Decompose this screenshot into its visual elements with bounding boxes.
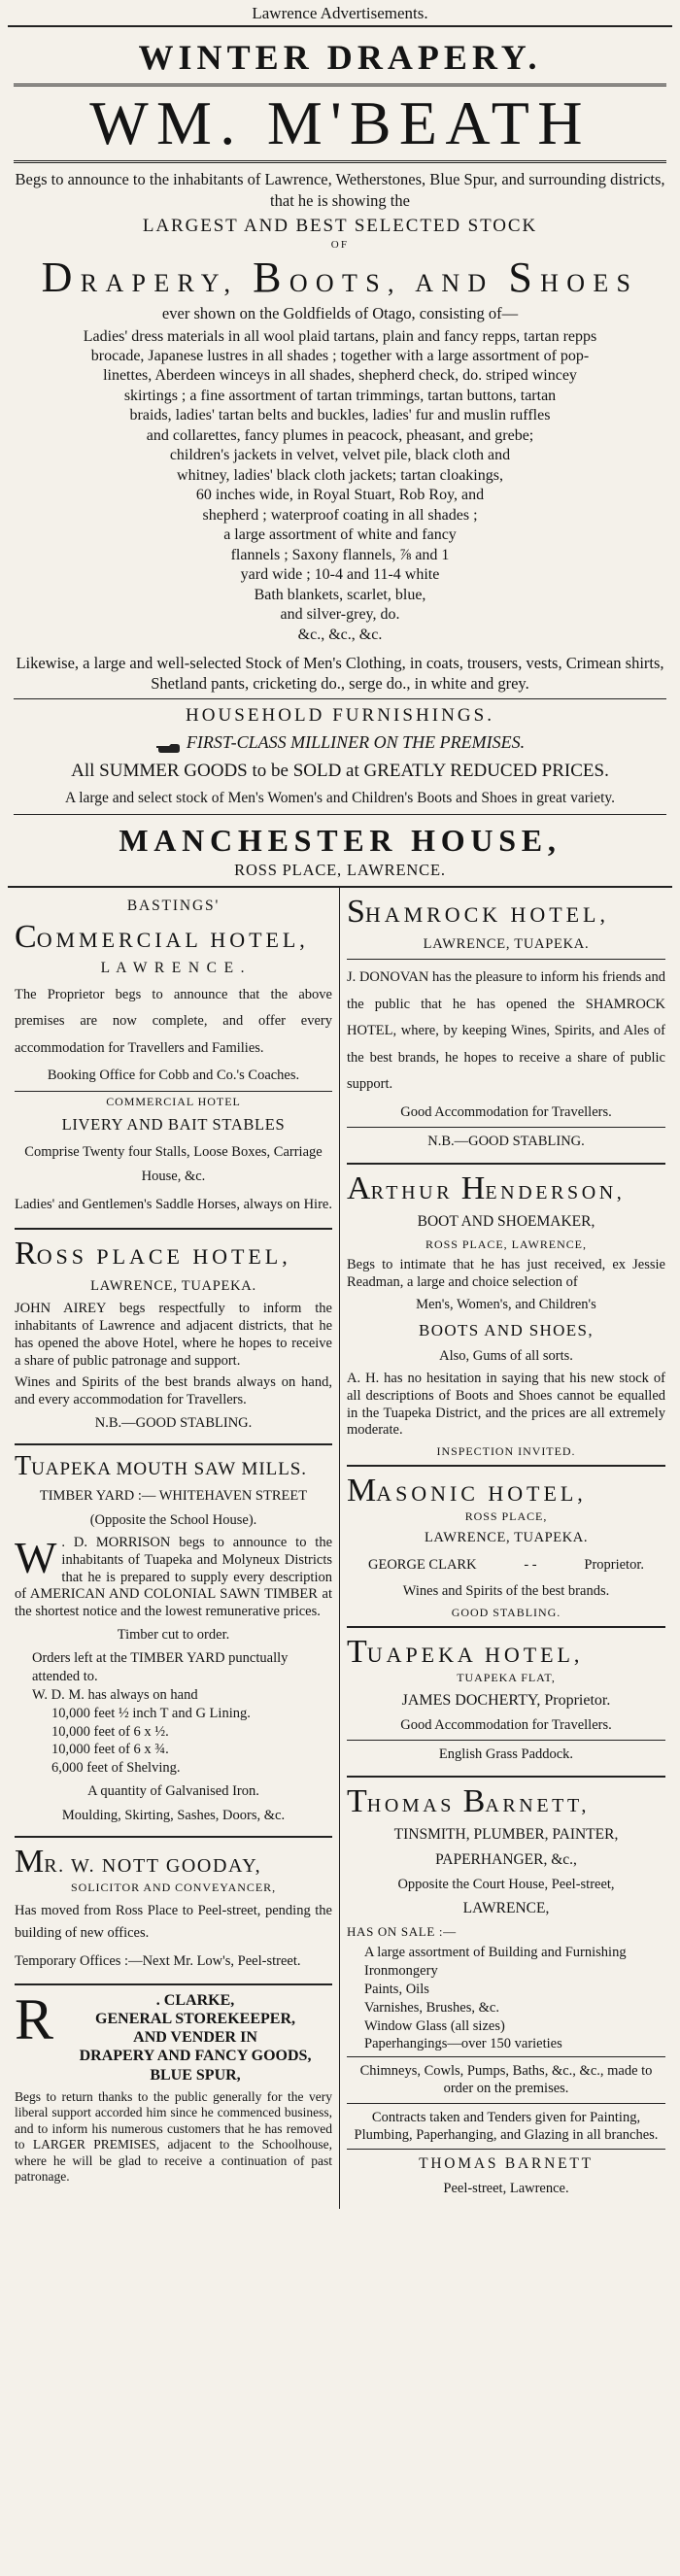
divider bbox=[14, 814, 666, 815]
stock-item: 10,000 feet of 6 x ¾. bbox=[51, 1742, 169, 1758]
clarke-heading-line: DRAPERY AND FANCY GOODS, bbox=[79, 2048, 312, 2065]
clarke-heading-line: AND VENDER IN bbox=[133, 2029, 257, 2047]
sale-item: Window Glass (all sizes) bbox=[364, 2017, 505, 2034]
milliner-line bbox=[14, 732, 666, 753]
divider bbox=[347, 2056, 665, 2057]
gooday-temp-offices: Temporary Offices :—Next Mr. Low's, Peel-street. bbox=[15, 1952, 301, 1969]
of-label: OF bbox=[330, 238, 350, 251]
masonic-place: ROSS PLACE, bbox=[464, 1509, 548, 1524]
goods-line: 60 inches wide, in Royal Stuart, Rob Roy, and bbox=[195, 487, 485, 504]
stock-item: 10,000 feet ½ inch T and G Lining. bbox=[51, 1705, 251, 1721]
right-column bbox=[340, 888, 672, 2210]
commercial-body: The Proprietor begs to announce that the above premises are now complete, and offer every accommodation for Travellers and Families. bbox=[15, 986, 332, 1056]
clarke-heading-line: BLUE SPUR, bbox=[150, 2066, 241, 2084]
goods-line: flannels ; Saxony flannels, ⅞ and 1 bbox=[230, 546, 450, 563]
barnett-opposite: Opposite the Court House, Peel-street, bbox=[397, 1876, 615, 1892]
saddle-horses-line: Ladies' and Gentlemen's Saddle Horses, always on Hire. bbox=[15, 1197, 332, 1213]
drop-letter: C bbox=[15, 918, 37, 955]
heading-rest: OSS PLACE HOTEL, bbox=[36, 1243, 291, 1269]
tuapeka-flat: TUAPEKA FLAT, bbox=[457, 1671, 556, 1685]
ross-place-hotel-heading bbox=[15, 1236, 332, 1272]
divider bbox=[14, 160, 666, 163]
divider bbox=[347, 2149, 665, 2150]
divider bbox=[347, 1127, 665, 1128]
saw-mills-ad bbox=[15, 1445, 332, 1838]
largest-stock-heading: LARGEST AND BEST SELECTED STOCK bbox=[142, 215, 538, 236]
henderson-ad bbox=[347, 1165, 665, 1467]
mcbeath-name: WM. M'BEATH bbox=[89, 88, 591, 157]
clarke-heading-line: . CLARKE, bbox=[155, 1991, 235, 2009]
heading-rest: HAMROCK HOTEL, bbox=[364, 901, 609, 927]
divider bbox=[347, 959, 665, 960]
pointing-hand-icon bbox=[155, 738, 181, 750]
drop-letter-d: D bbox=[41, 253, 81, 301]
bastings-label: BASTINGS' bbox=[126, 897, 221, 914]
drop-letter: T bbox=[347, 1782, 367, 1819]
inspection-invited: INSPECTION INVITED. bbox=[436, 1444, 576, 1459]
goods-line: Ladies' dress materials in all wool plaid tartans, plain and fancy repps, tartan repps bbox=[83, 327, 597, 345]
contracts-line: Contracts taken and Tenders given for Painting, Plumbing, Paperhanging, and Glazing in all branches. bbox=[354, 2109, 659, 2143]
word-rapery: RAPERY, bbox=[80, 268, 239, 297]
heading-rest: UAPEKA HOTEL, bbox=[366, 1643, 584, 1668]
goods-line: Bath blankets, scarlet, blue, bbox=[254, 586, 426, 603]
mcbeath-intro: Begs to announce to the inhabitants of Lawrence, Wetherstones, Blue Spur, and surrounding districts, that he is showing the bbox=[15, 170, 665, 210]
booking-office-line: Booking Office for Cobb and Co.'s Coaches. bbox=[47, 1068, 300, 1084]
shamrock-sub: LAWRENCE, TUAPEKA. bbox=[423, 935, 590, 952]
henderson-body: Begs to intimate that he has just received, ex Jessie Readman, a large and choice selection of bbox=[347, 1256, 665, 1290]
drop-letter: S bbox=[347, 893, 365, 930]
left-column bbox=[8, 888, 340, 2210]
ross-place-body: JOHN AIREY begs respectfully to inform the inhabitants of Lawrence and adjacent districts, that he has opened the above Hotel, where he hopes to receive a share of public patronage and support. bbox=[15, 1301, 332, 1369]
ross-place-sub: LAWRENCE, TUAPEKA. bbox=[90, 1277, 256, 1294]
heading-rest: HOMAS bbox=[366, 1794, 456, 1816]
commercial-hotel-caps: COMMERCIAL HOTEL bbox=[106, 1094, 241, 1108]
drop-letter: R bbox=[15, 1235, 37, 1271]
livery-heading: LIVERY AND BAIT STABLES bbox=[61, 1114, 286, 1134]
chimneys-line: Chimneys, Cowls, Pumps, Baths, &c., &c., made to order on the premises. bbox=[359, 2063, 653, 2097]
masonic-proprietor-row bbox=[347, 1553, 665, 1577]
sale-item: A large assortment of Building and Furnishing Ironmongery bbox=[364, 1945, 627, 1980]
lawrence-label: L A W R E N C E . bbox=[100, 959, 247, 976]
always-on-hand-line: W. D. M. has always on hand bbox=[32, 1686, 198, 1703]
advertisement-page bbox=[8, 0, 672, 2564]
drop-letter-b: B bbox=[253, 253, 289, 301]
mens-clothing-paragraph: Likewise, a large and well-selected Stock of Men's Clothing, in coats, trousers, vests, Crimean shirts, Shetland pants, cricketing do., serge do., in white and grey. bbox=[16, 654, 664, 694]
henderson-heading bbox=[347, 1170, 665, 1207]
two-column-section bbox=[8, 886, 672, 2210]
ross-place-stabling: N.B.—GOOD STABLING. bbox=[94, 1414, 253, 1431]
proprietor-label: Proprietor. bbox=[584, 1556, 644, 1573]
gooday-heading bbox=[15, 1844, 332, 1881]
heading-rest: R. W. NOTT GOODAY, bbox=[44, 1855, 262, 1878]
gooday-body: Has moved from Ross Place to Peel-street, pending the building of new offices. bbox=[15, 1903, 332, 1942]
barnett-heading bbox=[347, 1783, 665, 1820]
household-furnishings-heading: HOUSEHOLD FURNISHINGS. bbox=[185, 704, 495, 726]
ross-place-address: ROSS PLACE, LAWRENCE. bbox=[234, 860, 446, 879]
sale-item: Paperhangings—over 150 varieties bbox=[364, 2036, 562, 2052]
goods-line: shepherd ; waterproof coating in all shades ; bbox=[202, 506, 478, 524]
heading-rest: RTHUR bbox=[370, 1181, 454, 1203]
goods-line: skirtings ; a fine assortment of tartan trimmings, tartan buttons, tartan bbox=[123, 387, 557, 404]
goods-line: and silver-grey, do. bbox=[280, 606, 400, 624]
saw-mills-heading bbox=[15, 1451, 332, 1482]
masonic-wines: Wines and Spirits of the best brands. bbox=[402, 1582, 610, 1599]
sale-item: Varnishes, Brushes, &c. bbox=[364, 1999, 499, 2016]
dash-leader: - - bbox=[524, 1556, 537, 1573]
heading-rest: ENDERSON, bbox=[485, 1181, 626, 1203]
stock-item: 6,000 feet of Shelving. bbox=[51, 1760, 181, 1777]
morrison-paragraph bbox=[15, 1535, 332, 1620]
barnett-trades: TINSMITH, PLUMBER, PAINTER, bbox=[393, 1825, 619, 1843]
goods-line: a large assortment of white and fancy bbox=[223, 526, 457, 544]
drop-letter: B bbox=[462, 1782, 486, 1819]
masonic-heading bbox=[347, 1473, 665, 1509]
stalls-line: Comprise Twenty four Stalls, Loose Boxes, Carriage House, &c. bbox=[24, 1143, 323, 1184]
masonic-stabling: GOOD STABLING. bbox=[451, 1606, 561, 1620]
clarke-body: Begs to return thanks to the public generally for the very liberal support accorded him since he commenced business, and to inform his numerous customers that he has removed to LARGER PREMISES, adjacent to the Schoolhouse, where he will be glad to receive a continuation of past patronage. bbox=[15, 2088, 332, 2185]
masonic-hotel-ad bbox=[347, 1467, 665, 1628]
heading-rest: UAPEKA MOUTH SAW MILLS. bbox=[31, 1459, 307, 1480]
goods-line: whitney, ladies' black cloth jackets; tartan cloakings, bbox=[177, 466, 503, 484]
winter-drapery-title: WINTER DRAPERY. bbox=[138, 38, 542, 77]
divider bbox=[347, 2103, 665, 2104]
morrison-body: . D. MORRISON begs to announce to the inhabitants of Tuapeka and Molyneux Districts that he is prepared to supply every description of AMERICAN AND COLONIAL SAWN TIMBER at the shortest notice and the lowest remunerative prices. bbox=[15, 1535, 332, 1620]
grass-paddock: English Grass Paddock. bbox=[438, 1746, 574, 1763]
commercial-hotel-heading bbox=[15, 919, 332, 956]
divider bbox=[14, 84, 666, 86]
docherty-line: JAMES DOCHERTY, Proprietor. bbox=[401, 1692, 611, 1710]
orders-line: Orders left at the TIMBER YARD punctually attended to. bbox=[32, 1650, 289, 1685]
drapery-boots-shoes-heading bbox=[14, 253, 666, 302]
ross-place-wines: Wines and Spirits of the best brands always on hand, and every accommodation for Travellers. bbox=[15, 1374, 332, 1407]
gooday-ad bbox=[15, 1838, 332, 1985]
goods-list bbox=[14, 327, 666, 646]
word-and: AND bbox=[415, 268, 494, 297]
tuapeka-accommodation: Good Accommodation for Travellers. bbox=[400, 1716, 612, 1733]
stock-item: 10,000 feet of 6 x ½. bbox=[51, 1723, 169, 1740]
milliner-text: FIRST-CLASS MILLINER ON THE PREMISES. bbox=[186, 731, 526, 752]
barnett-signature: THOMAS BARNETT bbox=[419, 2154, 594, 2172]
barnett-lawrence: LAWRENCE, bbox=[462, 1900, 550, 1917]
divider bbox=[15, 1091, 332, 1092]
drop-letter: H bbox=[460, 1169, 486, 1206]
divider bbox=[14, 698, 666, 699]
on-sale-label: HAS ON SALE :— bbox=[347, 1924, 457, 1940]
henderson-place: ROSS PLACE, LAWRENCE, bbox=[425, 1237, 587, 1251]
goods-line: braids, ladies' tartan belts and buckles, ladies' fur and muslin ruffles bbox=[129, 407, 551, 424]
goods-line: brocade, Japanese lustres in all shades ; together with a large assortment of pop- bbox=[90, 348, 590, 364]
drop-letter: W bbox=[15, 1533, 57, 1583]
sale-item: Paints, Oils bbox=[364, 1981, 429, 1997]
boot-shoemaker-label: BOOT AND SHOEMAKER, bbox=[417, 1212, 595, 1230]
mcbeath-advertisement bbox=[8, 27, 672, 880]
henderson-guarantee: A. H. has no hesitation in saying that his new stock of all descriptions of Boots and Shoes cannot be equalled in the Tuapeka District, and the prices are all extremely moderate. bbox=[347, 1371, 665, 1439]
barnett-ad bbox=[347, 1778, 665, 2209]
heading-rest: ARNETT, bbox=[485, 1794, 590, 1816]
boots-shoes-paragraph: A large and select stock of Men's Women's and Children's Boots and Shoes in great variety. bbox=[64, 789, 616, 806]
running-head: Lawrence Advertisements. bbox=[8, 4, 672, 27]
goods-line: linettes, Aberdeen winceys in all shades, shepherd check, do. striped wincey bbox=[103, 367, 577, 385]
barnett-paperhanger: PAPERHANGER, &c., bbox=[435, 1850, 577, 1868]
tuapeka-hotel-heading bbox=[347, 1634, 665, 1671]
gums-line: Also, Gums of all sorts. bbox=[439, 1347, 573, 1364]
divider bbox=[347, 1740, 665, 1741]
timber-cut-line: Timber cut to order. bbox=[117, 1626, 230, 1643]
drop-letter: A bbox=[347, 1169, 371, 1206]
drop-letter: M bbox=[15, 1844, 45, 1881]
shamrock-stabling: N.B.—GOOD STABLING. bbox=[427, 1134, 585, 1150]
solicitor-label: SOLICITOR AND CONVEYANCER, bbox=[70, 1881, 277, 1895]
timber-yard-line: TIMBER YARD :— WHITEHAVEN STREET bbox=[39, 1488, 308, 1505]
galvanised-iron-line: A quantity of Galvanised Iron. bbox=[87, 1783, 259, 1800]
clarke-heading-line: GENERAL STOREKEEPER, bbox=[95, 2011, 295, 2028]
goods-line: and collarettes, fancy plumes in peacock, pheasant, and grebe; bbox=[146, 426, 534, 444]
drop-letter: T bbox=[15, 1451, 32, 1482]
tuapeka-hotel-ad bbox=[347, 1628, 665, 1778]
boots-and-shoes-line: BOOTS AND SHOES, bbox=[419, 1320, 594, 1339]
moulding-line: Moulding, Skirting, Sashes, Doors, &c. bbox=[61, 1807, 286, 1823]
word-hoes: HOES bbox=[540, 268, 639, 297]
drop-letter: R bbox=[15, 1986, 54, 2051]
shamrock-hotel-ad bbox=[347, 888, 665, 1165]
drop-letter: T bbox=[347, 1634, 367, 1671]
drop-letter-s: S bbox=[508, 253, 541, 301]
ross-place-hotel-ad bbox=[15, 1230, 332, 1445]
shamrock-accommodation: Good Accommodation for Travellers. bbox=[400, 1103, 612, 1120]
clarke-ad bbox=[15, 1985, 332, 2196]
goods-line: &c., &c., &c. bbox=[297, 626, 383, 643]
drop-letter: M bbox=[347, 1473, 377, 1509]
goods-line: children's jackets in velvet, velvet pile, black cloth and bbox=[169, 447, 511, 464]
proprietor-name: GEORGE CLARK bbox=[368, 1556, 477, 1573]
heading-rest: OMMERCIAL HOTEL, bbox=[36, 927, 309, 952]
henderson-mens-line: Men's, Women's, and Children's bbox=[416, 1297, 596, 1313]
goods-line: yard wide ; 10-4 and 11-4 white bbox=[240, 566, 440, 584]
summer-goods-line: All SUMMER GOODS to be SOLD at GREATLY REDUCED PRICES. bbox=[71, 760, 609, 781]
opposite-school-line: (Opposite the School House). bbox=[89, 1511, 257, 1528]
manchester-house-heading: MANCHESTER HOUSE, bbox=[119, 822, 561, 858]
commercial-hotel-ad bbox=[15, 888, 332, 1230]
word-oots: OOTS, bbox=[289, 268, 402, 297]
clarke-heading bbox=[15, 1986, 332, 2085]
barnett-street: Peel-street, Lawrence. bbox=[443, 2180, 569, 2196]
shamrock-body: J. DONOVAN has the pleasure to inform his friends and the public that he has opened the SHAMROCK HOTEL, where, by keeping Wines, Spirits, and Ales of the best brands, he hopes to receive a share of public support. bbox=[347, 969, 665, 1093]
masonic-sub: LAWRENCE, TUAPEKA. bbox=[424, 1530, 589, 1546]
goldfields-line: ever shown on the Goldfields of Otago, consisting of— bbox=[161, 303, 519, 322]
shamrock-heading bbox=[347, 894, 665, 931]
heading-rest: ASONIC HOTEL, bbox=[376, 1481, 587, 1507]
